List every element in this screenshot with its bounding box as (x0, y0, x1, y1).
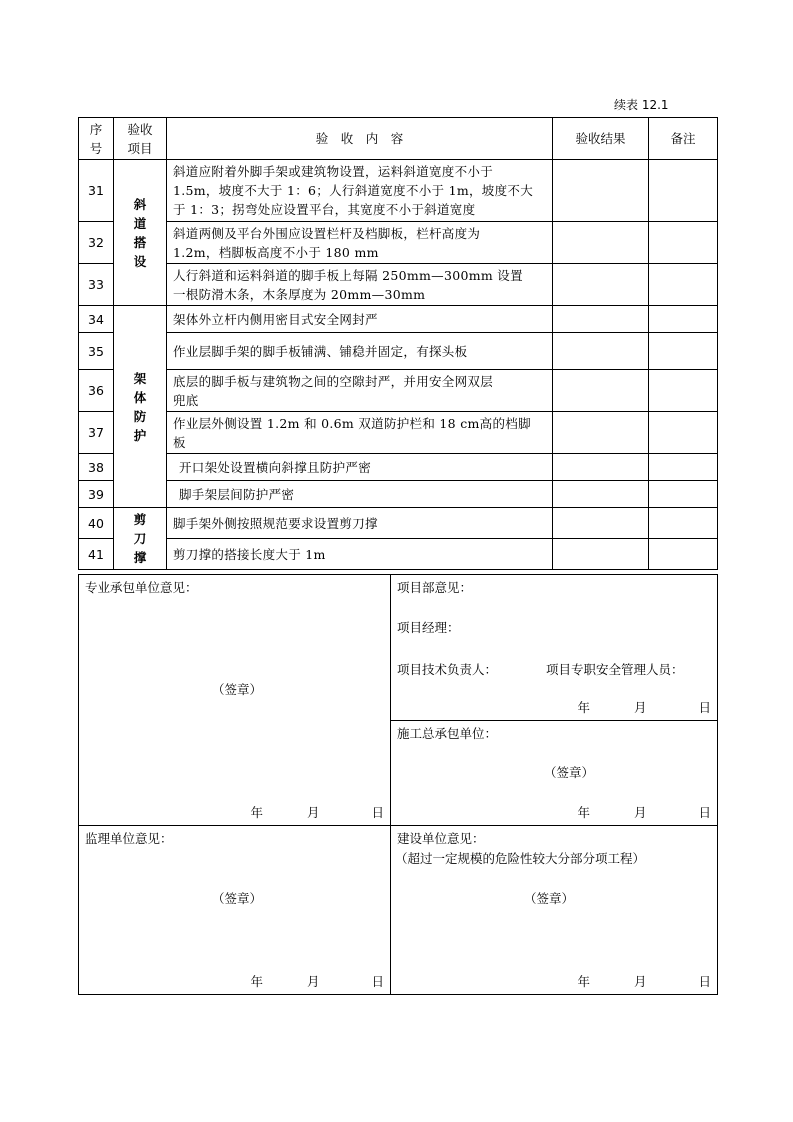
remark-cell[interactable] (649, 539, 718, 570)
row-number: 36 (79, 370, 114, 412)
table-row (79, 481, 718, 508)
table-row (79, 412, 718, 454)
supervisor-opinion[interactable] (79, 826, 391, 995)
result-cell[interactable] (553, 539, 649, 570)
row-content: 斜道应附着外脚手架或建筑物设置，运料斜道宽度不小于 1.5m，坡度不大于 1：6；人行斜道宽度不小于 1m，坡度不大 于 1：3；拐弯处应设置平台，其宽度不小于斜道宽度 (167, 160, 553, 222)
subcontractor-opinion[interactable] (79, 575, 391, 826)
general-contractor-opinion[interactable] (391, 721, 718, 826)
row-content: 作业层外侧设置 1.2m 和 0.6m 双道防护栏和 18 cm高的档脚 板 (167, 412, 553, 454)
category-slope: 斜 道 搭 设 (114, 160, 167, 306)
result-cell[interactable] (553, 264, 649, 306)
table-row (79, 222, 718, 264)
table-row (79, 264, 718, 306)
date-line: 年 月 日 (250, 974, 384, 989)
owner-opinion[interactable] (391, 826, 718, 995)
remark-cell[interactable] (649, 264, 718, 306)
header-content: 验 收 内 容 (167, 118, 553, 160)
table-row (79, 539, 718, 570)
result-cell[interactable] (553, 508, 649, 539)
seal-placeholder: （签章） (544, 765, 595, 780)
supervisor-label: 监理单位意见： (85, 831, 173, 846)
row-content: 斜道两侧及平台外围应设置栏杆及档脚板，栏杆高度为 1.2m，档脚板高度不小于 180 mm (167, 222, 553, 264)
row-number: 35 (79, 333, 114, 370)
table-row (79, 333, 718, 370)
project-dept-opinion[interactable] (391, 575, 718, 721)
remark-cell[interactable] (649, 481, 718, 508)
row-number: 31 (79, 160, 114, 222)
row-number: 39 (79, 481, 114, 508)
project-manager-label: 项目经理： (397, 620, 460, 635)
remark-cell[interactable] (649, 306, 718, 333)
remark-cell[interactable] (649, 370, 718, 412)
seal-placeholder: （签章） (212, 891, 263, 906)
owner-label: 建设单位意见： (397, 831, 485, 846)
result-cell[interactable] (553, 222, 649, 264)
remark-cell[interactable] (649, 454, 718, 481)
header-result: 验收结果 (553, 118, 649, 160)
table-row (79, 306, 718, 333)
row-number: 33 (79, 264, 114, 306)
result-cell[interactable] (553, 306, 649, 333)
seal-placeholder: （签章） (524, 891, 575, 906)
row-content: 架体外立杆内侧用密目式安全网封严 (167, 306, 553, 333)
header-remark: 备注 (649, 118, 718, 160)
row-number: 40 (79, 508, 114, 539)
table-caption: 续表 12.1 (614, 98, 669, 112)
general-contractor-label: 施工总承包单位： (397, 726, 498, 741)
result-cell[interactable] (553, 160, 649, 222)
row-content: 脚手架层间防护严密 (167, 481, 553, 508)
result-cell[interactable] (553, 481, 649, 508)
subcontractor-label: 专业承包单位意见： (85, 580, 198, 595)
result-cell[interactable] (553, 370, 649, 412)
row-content: 脚手架外侧按照规范要求设置剪刀撑 (167, 508, 553, 539)
header-no: 序 号 (79, 118, 114, 160)
row-number: 41 (79, 539, 114, 570)
category-frame-protection: 架 体 防 护 (114, 306, 167, 508)
table-row (79, 454, 718, 481)
tech-lead-label: 项目技术负责人： (397, 662, 498, 677)
result-cell[interactable] (553, 454, 649, 481)
row-number: 34 (79, 306, 114, 333)
remark-cell[interactable] (649, 160, 718, 222)
safety-officer-label: 项目专职安全管理人员： (546, 662, 684, 677)
project-dept-label: 项目部意见： (397, 580, 473, 595)
remark-cell[interactable] (649, 412, 718, 454)
row-content: 作业层脚手架的脚手板铺满、铺稳并固定，有探头板 (167, 333, 553, 370)
header-row (79, 118, 718, 160)
date-line: 年 月 日 (577, 805, 711, 820)
table-row (79, 508, 718, 539)
remark-cell[interactable] (649, 222, 718, 264)
header-item: 验收 项目 (114, 118, 167, 160)
date-line: 年 月 日 (577, 974, 711, 989)
owner-note: （超过一定规模的危险性较大分部分项工程） (395, 851, 646, 866)
table-row (79, 370, 718, 412)
row-content: 剪刀撑的搭接长度大于 1m (167, 539, 553, 570)
seal-placeholder: （签章） (212, 682, 263, 697)
date-line: 年 月 日 (577, 700, 711, 715)
remark-cell[interactable] (649, 508, 718, 539)
table-row (79, 160, 718, 222)
row-content: 人行斜道和运料斜道的脚手板上每隔 250mm—300mm 设置 一根防滑木条，木条厚度为 20mm—30mm (167, 264, 553, 306)
row-content: 开口架处设置横向斜撑且防护严密 (167, 454, 553, 481)
result-cell[interactable] (553, 412, 649, 454)
row-content: 底层的脚手板与建筑物之间的空隙封严，并用安全网双层 兜底 (167, 370, 553, 412)
category-scissor-brace: 剪 刀 撑 (114, 508, 167, 570)
date-line: 年 月 日 (250, 805, 384, 820)
signoff-table (78, 574, 718, 995)
inspection-table (78, 117, 718, 570)
row-number: 32 (79, 222, 114, 264)
remark-cell[interactable] (649, 333, 718, 370)
result-cell[interactable] (553, 333, 649, 370)
row-number: 38 (79, 454, 114, 481)
row-number: 37 (79, 412, 114, 454)
